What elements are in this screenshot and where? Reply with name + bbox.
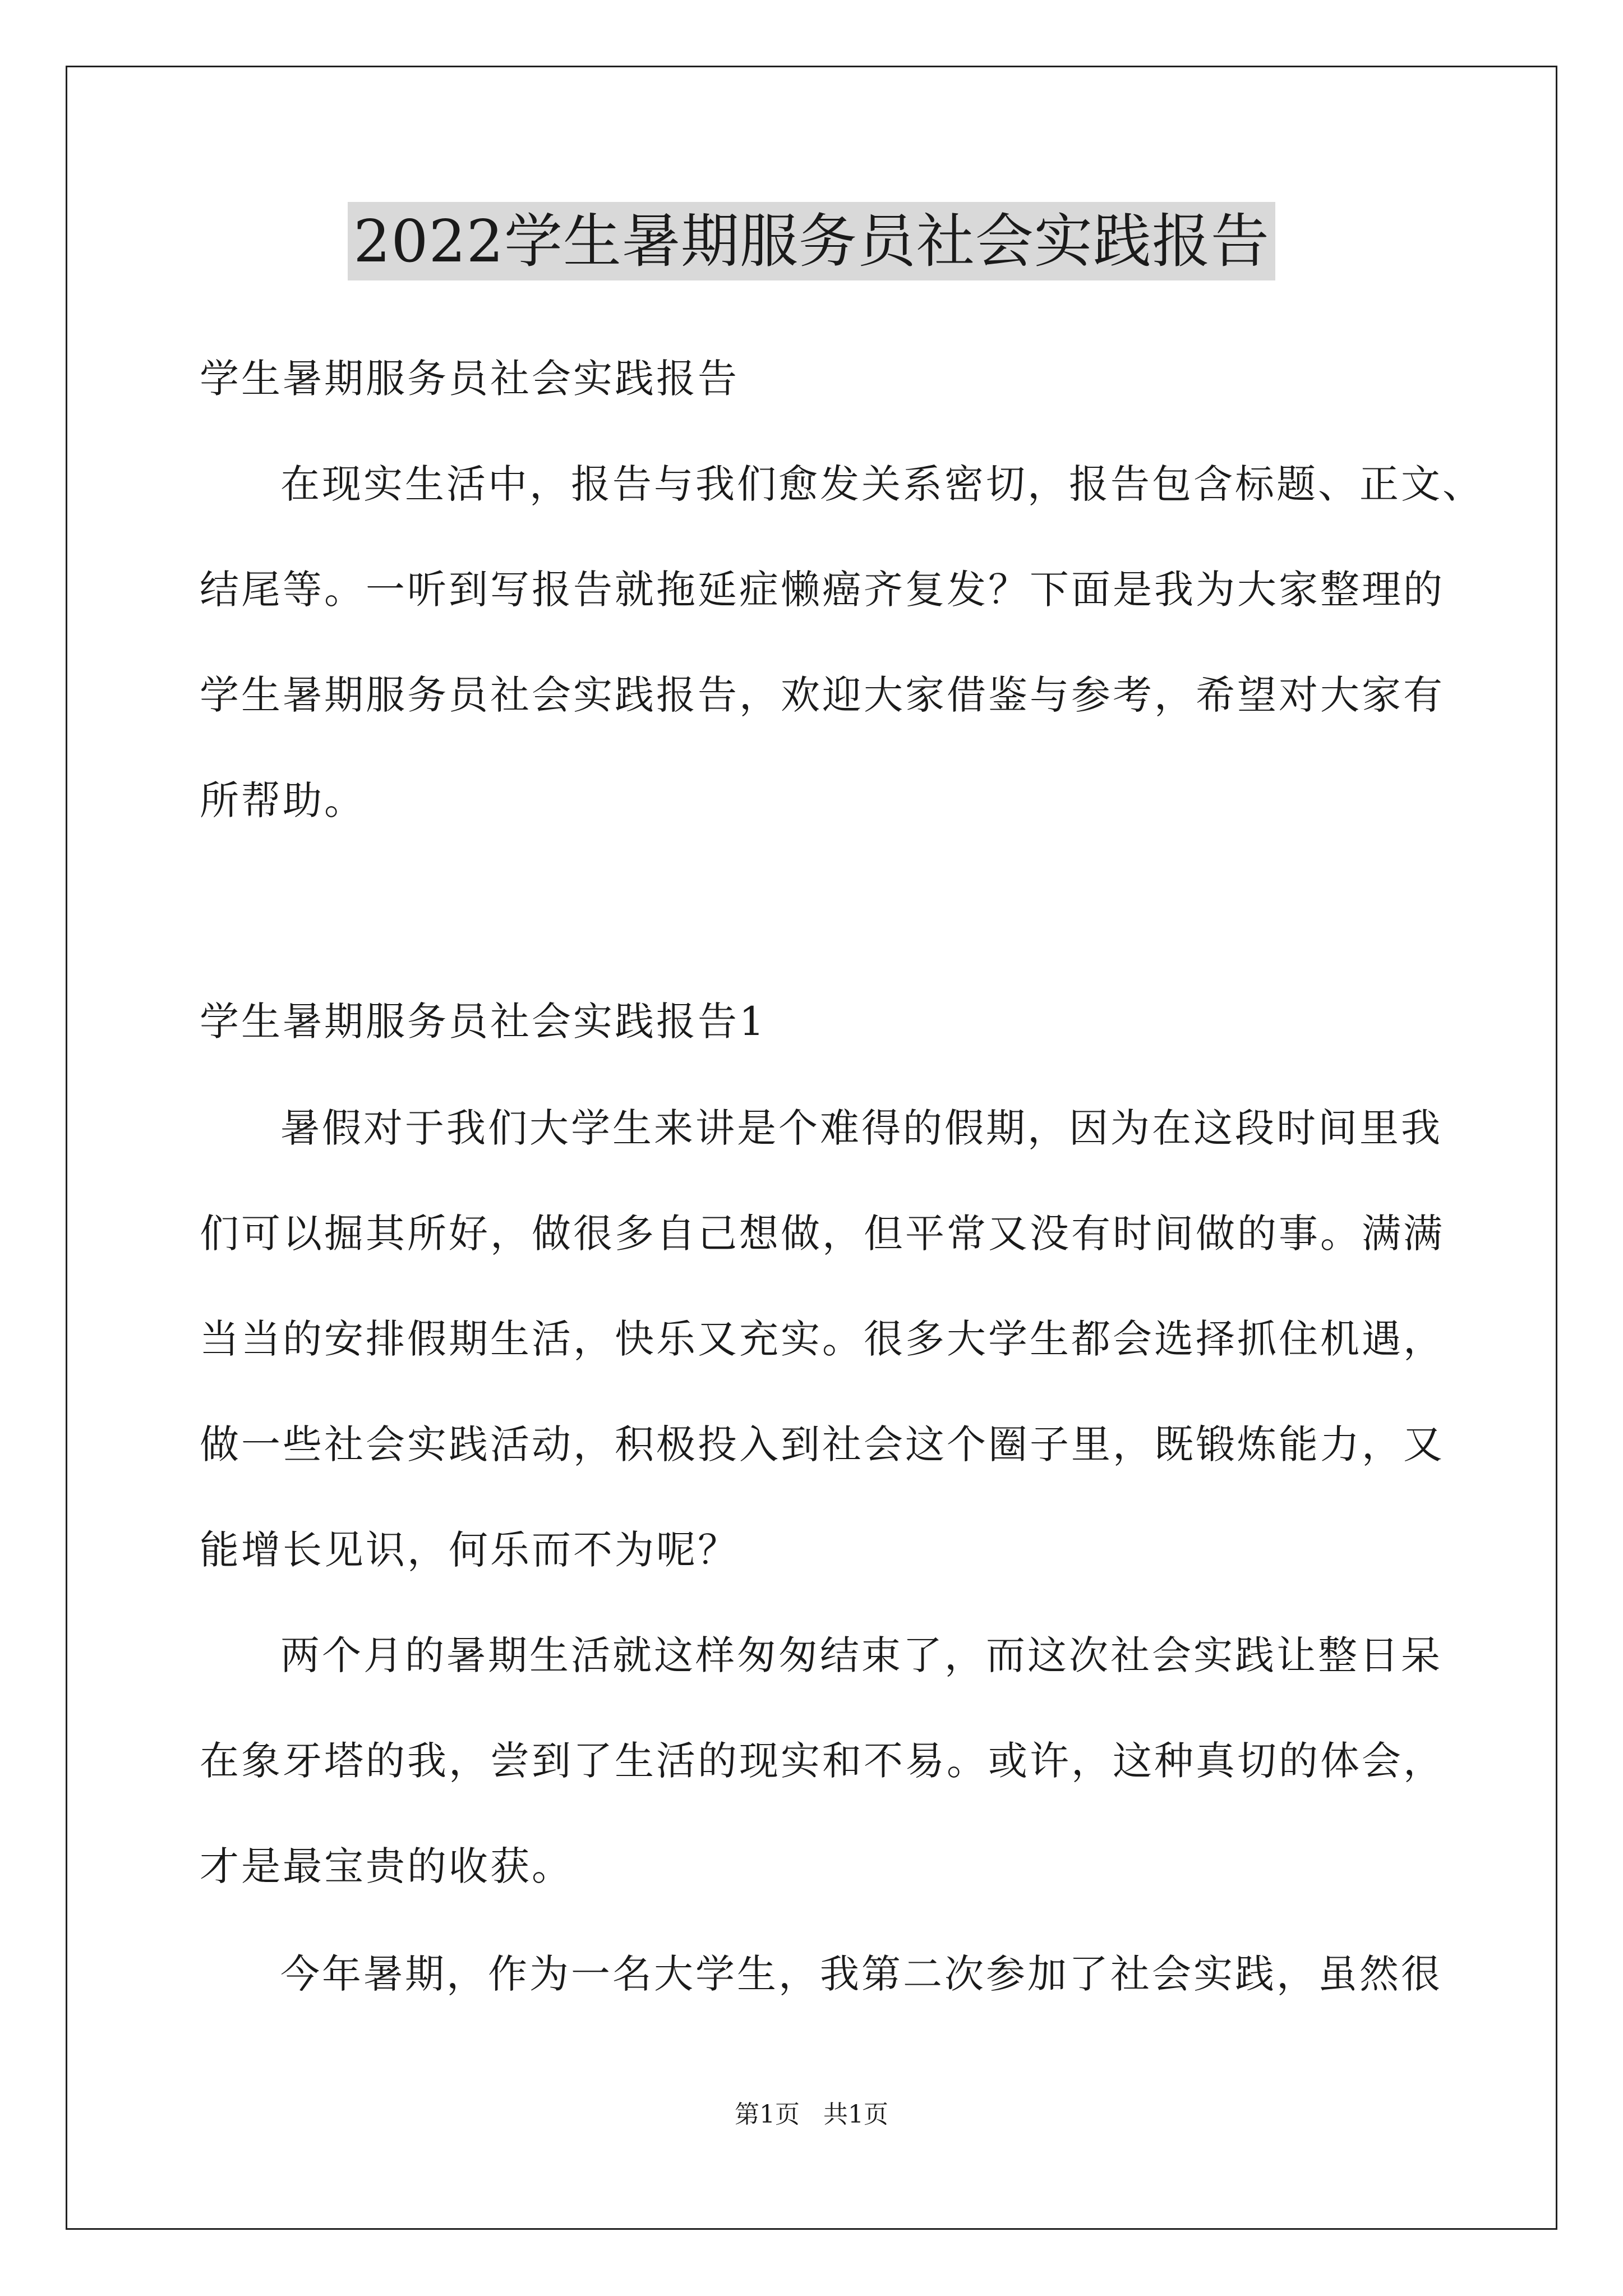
intro-line-4: 所帮助。: [200, 777, 366, 823]
section-heading: 学生暑期服务员社会实践报告1: [200, 999, 767, 1045]
paragraph1-line-3: 当当的安排假期生活，快乐又充实。很多大学生都会选择抓住机遇，: [200, 1316, 1445, 1362]
paragraph2-line-2: 在象牙塔的我，尝到了生活的现实和不易。或许，这种真切的体会，: [200, 1738, 1445, 1784]
paragraph3-line-1: 今年暑期，作为一名大学生，我第二次参加了社会实践，虽然很: [280, 1951, 1442, 1997]
page-footer: 第1页 共1页: [735, 2100, 888, 2129]
paragraph1-line-2: 们可以掘其所好，做很多自己想做，但平常又没有时间做的事。满满: [200, 1211, 1445, 1257]
intro-line-1: 在现实生活中，报告与我们愈发关系密切，报告包含标题、正文、: [280, 461, 1484, 507]
paragraph2-line-1: 两个月的暑期生活就这样匆匆结束了，而这次社会实践让整日呆: [280, 1632, 1442, 1678]
intro-line-3: 学生暑期服务员社会实践报告，欢迎大家借鉴与参考，希望对大家有: [200, 672, 1445, 718]
title-container: [0, 202, 1623, 280]
paragraph2-line-3: 才是最宝贵的收获。: [200, 1843, 573, 1889]
document-title: 2022学生暑期服务员社会实践报告: [348, 202, 1275, 280]
paragraph1-line-4: 做一些社会实践活动，积极投入到社会这个圈子里，既锻炼能力，又: [200, 1421, 1445, 1467]
subtitle: 学生暑期服务员社会实践报告: [200, 356, 739, 402]
paragraph1-line-5: 能增长见识，何乐而不为呢？: [200, 1527, 739, 1573]
intro-line-2: 结尾等。一听到写报告就拖延症懒癌齐复发？下面是我为大家整理的: [200, 567, 1445, 613]
paragraph1-line-1: 暑假对于我们大学生来讲是个难得的假期，因为在这段时间里我: [280, 1105, 1442, 1151]
